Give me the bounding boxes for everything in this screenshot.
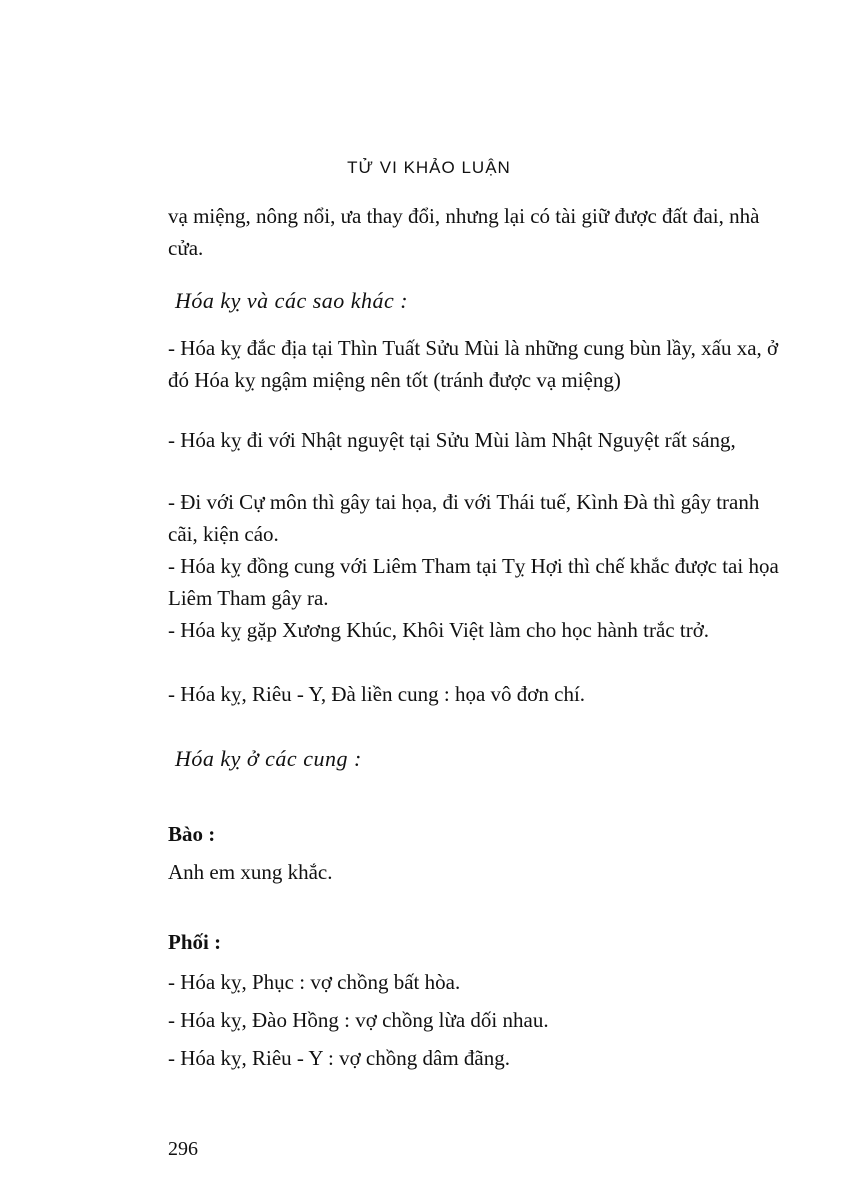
list-item: - Hóa kỵ đắc địa tại Thìn Tuất Sửu Mùi là những cung bùn lầy, xấu xa, ở đó Hóa kỵ ngậm miệng nên tốt (tránh được vạ miệng) [168, 336, 779, 392]
subheading-phoi: Phối : [168, 930, 222, 954]
subheading-bao: Bào : [168, 822, 216, 846]
intro-paragraph: vạ miệng, nông nổi, ưa thay đổi, nhưng lại có tài giữ được đất đai, nhà cửa. [168, 204, 760, 260]
list-item: - Hóa kỵ, Phục : vợ chồng bất hòa. [168, 970, 461, 994]
list-item: - Hóa kỵ, Đào Hồng : vợ chồng lừa dối nhau. [168, 1008, 549, 1032]
list-item: - Hóa kỵ gặp Xương Khúc, Khôi Việt làm cho học hành trắc trở. [168, 618, 710, 642]
running-header: TỬ VI KHẢO LUẬN [347, 158, 511, 177]
bao-text: Anh em xung khắc. [168, 860, 333, 884]
list-item: - Hóa kỵ đi với Nhật nguyệt tại Sửu Mùi làm Nhật Nguyệt rất sáng, [168, 428, 736, 452]
section-heading-palaces: Hóa kỵ ở các cung : [175, 746, 362, 771]
list-item: - Hóa kỵ, Riêu - Y : vợ chồng dâm đãng. [168, 1046, 510, 1070]
list-item: - Hóa kỵ đồng cung với Liêm Tham tại Tỵ Hợi thì chế khắc được tai họa Liêm Tham gây ra. [168, 554, 779, 610]
section-heading-other-stars: Hóa kỵ và các sao khác : [175, 288, 409, 313]
list-item: - Hóa kỵ, Riêu - Y, Đà liền cung : họa vô đơn chí. [168, 682, 586, 706]
page-number: 296 [168, 1138, 198, 1160]
list-item: - Đi với Cự môn thì gây tai họa, đi với Thái tuế, Kình Đà thì gây tranh cãi, kiện cáo. [168, 490, 760, 546]
